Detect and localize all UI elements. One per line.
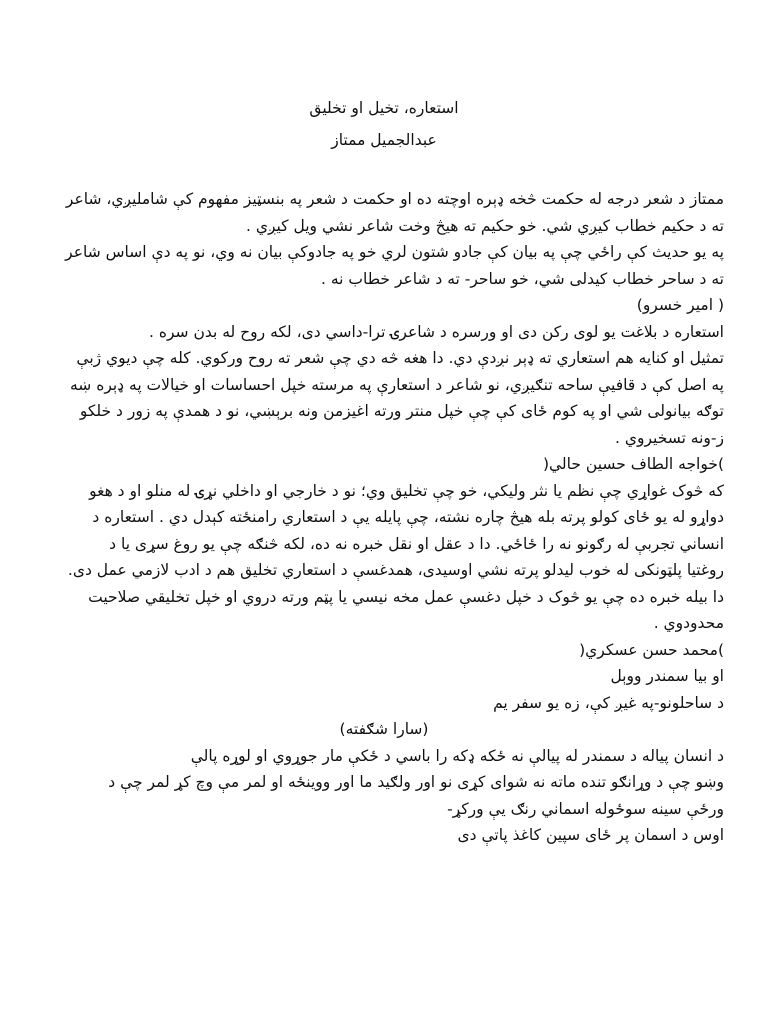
body-line-1: ممتاز د شعر درجه له حکمت څخه ډېره اوچته ده او حکمت د شعر په بنسټيز مفهوم کې شامليږي، شاعر	[65, 190, 724, 208]
body-line-23: وښو چې د وړانګو تنده ماته نه شوای کړی نو اور ولګيد ما اور ووينځه او لمر مې وچ کړ لمر چې د	[108, 773, 724, 791]
body-line-4: ته د ساحر خطاب کيدلی شي، خو ساحر- ته د شاعر خطاب نه .	[321, 269, 724, 288]
body-line-13: دواړو له يو ځای کولو پرته بله هيڅ چاره نشته، چې پايله يې د استعاري رامنځته کېدل دي . استعاره د	[92, 508, 724, 526]
body-line-14: انساني تجربې له رګونو نه را ځاځي. دا د عقل او نقل خبره نه ده، لکه څنګه چې يو روغ سړی يا د	[109, 534, 724, 553]
body-line-3: په يو حديث کې راځي چې په بيان کې جادو شتون لري خو په جادوکې بيان نه وي، نو په دې اساس شاعر	[65, 243, 724, 261]
quote-attribution-askari: )محمد حسن عسکري(	[579, 640, 724, 659]
body-line-8: په اصل کې د قافيې ساحه تنګيږي، نو شاعر د استعارې په مرسته خپل احساسات او خيالات په ډېره ښه	[69, 375, 724, 394]
poem-line-1: او بيا سمندر ووېل	[610, 667, 724, 685]
poem-line-2: د ساحلونو-په غيږ کې، زه يو سفر يم	[493, 693, 724, 712]
body-line-6: استعاره د بلاغت يو لوی رکن دی او ورسره د شاعرۍ ترا-داسي دی، لکه روح له بدن سره .	[149, 322, 724, 341]
body-line-16: دا بيله خبره ده چې يو څوک د خپل دغسې عمل مخه نيسي يا پټم ورته دروي او خپل تخليقي صلاحيت	[88, 587, 724, 606]
body-line-17: محدودوي .	[653, 614, 724, 632]
body-line-7: تمثيل او کنايه هم استعاري ته ډېر نږدې دي. دا هغه څه دي چې شعر ته روح ورکوي. کله چې ديوي ژبې	[76, 349, 724, 367]
body-line-24: ورځې سينه سوځوله اسماني رنګ يې ورکړ-	[447, 799, 724, 818]
quote-attribution-hali: )خواجه الطاف حسين حالي(	[542, 455, 724, 473]
body-line-10: ز-ونه تسخيروي .	[615, 428, 724, 447]
quote-attribution-amir-khusro: ( امير خسرو)	[636, 296, 724, 314]
body-line-22: د انسان پياله د سمندر له پيالې نه ځکه ډکه را باسي د ځکې مار جوړوي او لوړه پالې	[190, 746, 724, 765]
body-line-15: روغتيا پلټونکی له خوب ليدلو پرته نشي اوسيدی، همدغسې د استعاري تخليق هم د ادب لازمي عمل دی.	[67, 561, 724, 579]
document-body	[44, 186, 724, 849]
body-line-25: اوس د اسمان پر ځای سپين کاغذ پاتې دی	[457, 826, 724, 844]
quote-attribution-sara-shagufta: (سارا شګفته)	[339, 720, 429, 738]
body-line-2: ته د حکيم خطاب کيږي شي. خو حکيم ته هيڅ وخت شاعر نشي ويل کيږي .	[245, 216, 724, 235]
body-line-9: توګه بيانولی شي او په کوم ځای کې چې خپل منتر ورته اغيزمن ونه برېښي، نو د همدې په زور د خلکو	[79, 402, 724, 420]
body-line-12: که څوک غواړي چې نظم يا نثر وليکي، خو چې تخليق وي؛ نو د خارجي او داخلي نړۍ له منلو او د هغو	[89, 481, 724, 500]
document-author: عبدالجمیل ممتاز	[331, 131, 437, 149]
document-title: استعاره، تخیل او تخلیق	[309, 99, 459, 117]
